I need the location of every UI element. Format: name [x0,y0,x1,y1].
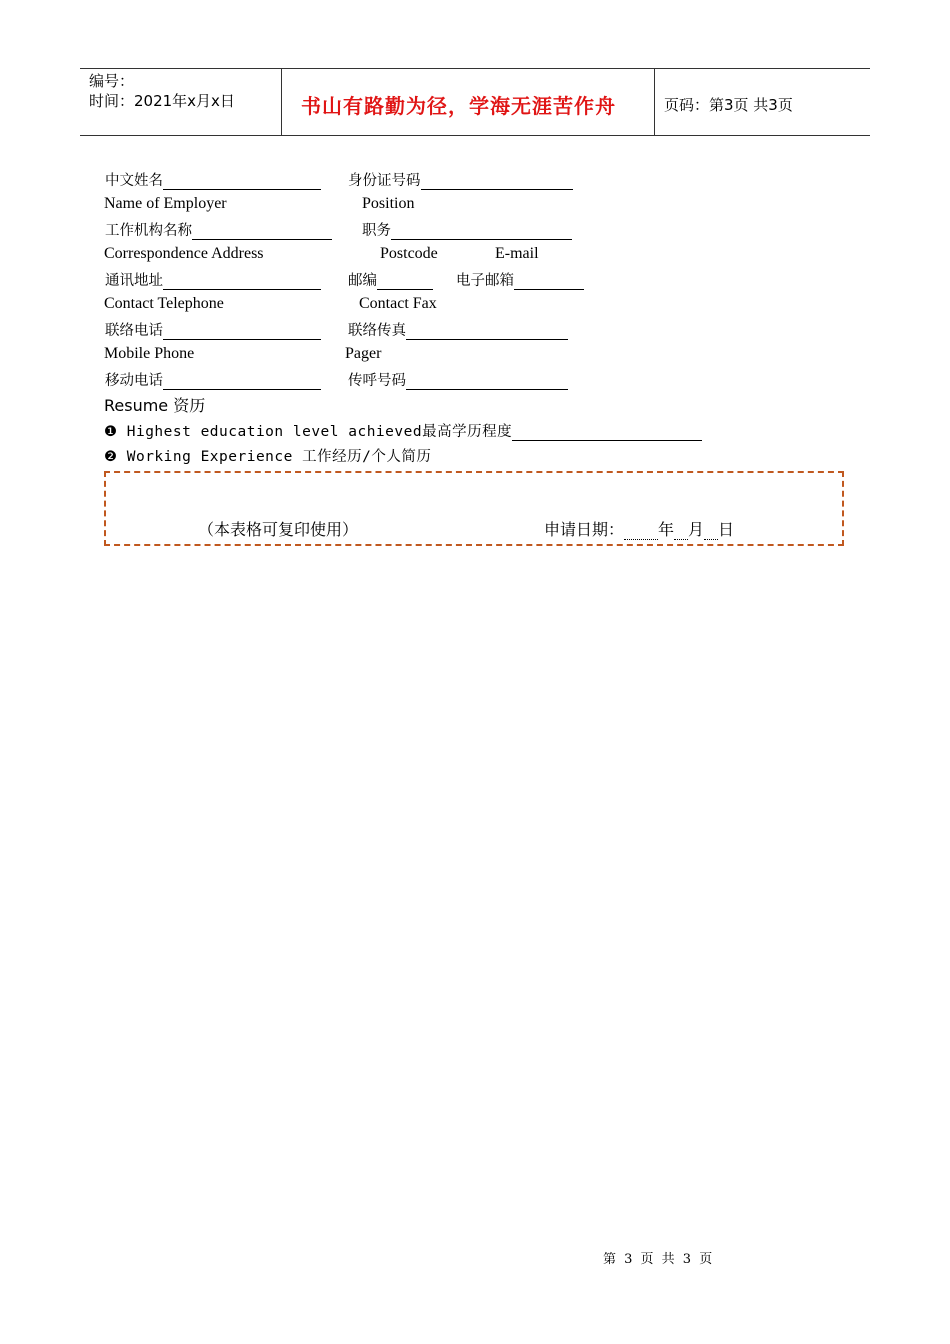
header-divider-right [654,68,655,136]
position-field[interactable] [362,219,572,240]
mobile-cn-label: 移动电话 [105,373,163,389]
fax-cn-label: 联络传真 [348,323,406,339]
pager-en-label: Pager [345,345,382,362]
position-en-label: Position [362,195,415,212]
employer-cn-label: 工作机构名称 [105,223,192,239]
postcode-en-label: Postcode [380,245,438,262]
address-cn-label: 通讯地址 [105,273,163,289]
telephone-line [163,322,321,340]
fax-en-label: Contact Fax [359,295,437,312]
telephone-cn-label: 联络电话 [105,323,163,339]
email-cn-label: 电子邮箱 [456,273,514,289]
year-label: 年 [658,520,675,539]
pager-field[interactable] [348,369,568,390]
education-line [512,423,702,441]
day-line [704,523,718,540]
id-number-field[interactable] [348,169,573,190]
postcode-cn-label: 邮编 [348,273,377,289]
position-cn-label: 职务 [362,223,391,239]
employer-en-label: Name of Employer [104,195,227,212]
header-divider-left [281,68,282,136]
bullet-two-icon: ❷ [104,449,118,465]
email-field[interactable] [456,269,584,290]
chinese-name-line [163,172,321,190]
email-en-label: E-mail [495,245,539,262]
header-bottom-rule [80,135,870,136]
bullet-one-icon: ❶ [104,424,118,440]
motto: 书山有路勤为径，学海无涯苦作舟 [301,94,616,118]
mobile-en-label: Mobile Phone [104,345,195,362]
position-line [391,222,572,240]
day-label: 日 [718,520,735,539]
pager-cn-label: 传呼号码 [348,373,406,389]
application-date[interactable] [544,517,734,540]
page-label: 页码：第3页 共3页 [664,96,793,114]
time-label: 时间：2021年x月x日 [89,92,235,110]
education-field[interactable] [104,420,702,441]
mobile-field[interactable] [105,369,321,390]
education-label: Highest education level achieved最高学历程度 [126,424,513,440]
employer-field[interactable] [105,219,332,240]
month-label: 月 [688,520,705,539]
fax-line [406,322,568,340]
telephone-en-label: Contact Telephone [104,295,224,312]
email-line [514,272,584,290]
fax-field[interactable] [348,319,568,340]
pager-line [406,372,568,390]
copy-note: （本表格可复印使用） [198,520,359,539]
id-number-label: 身份证号码 [348,173,421,189]
number-label: 编号： [89,72,135,90]
id-number-line [421,172,573,190]
address-line [163,272,321,290]
mobile-line [163,372,321,390]
chinese-name-field[interactable] [105,169,321,190]
postcode-line [377,272,433,290]
date-label: 申请日期： [544,520,625,539]
work-experience-label: Working Experience 工作经历/个人简历 [126,449,432,465]
resume-heading: Resume 资历 [104,396,206,415]
month-line [674,523,688,540]
employer-line [192,222,332,240]
chinese-name-label: 中文姓名 [105,173,163,189]
year-line [624,523,658,540]
telephone-field[interactable] [105,319,321,340]
address-en-label: Correspondence Address [104,245,264,262]
work-experience-line [104,445,431,466]
postcode-field[interactable] [348,269,433,290]
page-footer: 第 3 页 共 3 页 [603,1252,715,1267]
header-top-rule [80,68,870,69]
address-field[interactable] [105,269,321,290]
